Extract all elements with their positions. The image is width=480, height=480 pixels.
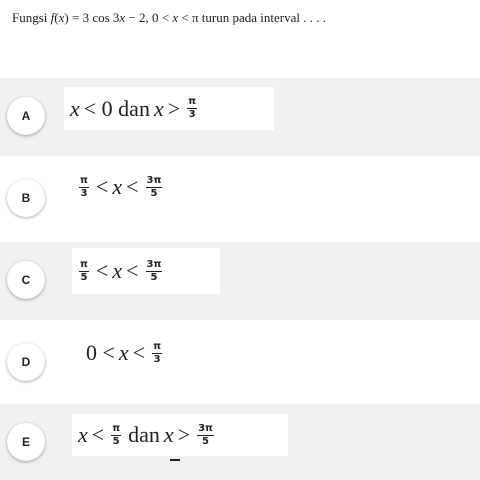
option-c-frac1-den: 5	[80, 271, 88, 283]
question-var2: x	[119, 10, 126, 25]
option-b-var1: x	[112, 174, 123, 199]
option-e-frac1-num: π	[112, 422, 121, 434]
option-a[interactable]	[0, 78, 480, 156]
option-a-text1: < 0 dan	[83, 95, 150, 121]
option-b-fraction2	[146, 175, 163, 200]
option-a-text2: >	[167, 95, 181, 121]
option-b[interactable]	[0, 160, 480, 238]
option-a-var2: x	[153, 95, 164, 121]
question-prefix: Fungsi	[12, 10, 48, 25]
option-e-var1: x	[78, 422, 88, 447]
option-e-letter[interactable]: E	[7, 423, 45, 461]
question-var: x	[58, 10, 65, 25]
option-c-frac1-num: π	[80, 258, 88, 270]
option-a-letter[interactable]: A	[7, 97, 45, 135]
option-e-text1: <	[91, 422, 105, 447]
option-d-text1: <	[132, 340, 146, 365]
option-b-text2: <	[126, 174, 139, 199]
option-c[interactable]	[0, 242, 480, 320]
option-a-frac-num: π	[188, 96, 197, 107]
option-e-frac1-den: 5	[112, 435, 120, 447]
option-d-text0: 0 <	[86, 340, 115, 365]
option-e-text2: dan	[128, 422, 160, 447]
option-c-frac2-num: 3π	[146, 258, 162, 270]
option-c-text2: <	[126, 258, 139, 283]
question-tail: < π turun pada interval . . . .	[181, 10, 326, 25]
option-d[interactable]	[0, 324, 480, 402]
option-c-frac2-den: 5	[150, 271, 158, 283]
option-a-var1: x	[70, 95, 80, 121]
question-func: f	[50, 10, 55, 25]
option-c-fraction1	[79, 259, 89, 284]
option-e-fraction1	[111, 423, 121, 448]
question-eq: = 3 cos 3	[72, 10, 120, 25]
option-c-fraction2	[146, 259, 163, 284]
option-b-fraction1	[79, 175, 89, 200]
option-d-var1: x	[118, 340, 129, 365]
option-d-answer	[80, 330, 214, 376]
option-b-frac1-num: π	[80, 174, 88, 186]
option-e-frac2-num: 3π	[198, 422, 213, 434]
question-lparen: (	[54, 10, 59, 25]
question-var3: x	[172, 10, 179, 25]
option-a-answer	[64, 87, 274, 130]
option-b-frac1-den: 3	[80, 187, 88, 199]
option-b-answer	[72, 165, 200, 209]
option-a-frac-den: 3	[188, 109, 196, 120]
option-b-text1: <	[95, 174, 109, 199]
option-d-fraction	[152, 341, 162, 366]
option-e-answer	[72, 414, 288, 456]
question-rest: − 2, 0 <	[128, 10, 170, 25]
question-rparen: )	[64, 10, 69, 25]
option-d-letter[interactable]: D	[7, 343, 45, 381]
option-c-text1: <	[95, 258, 109, 283]
option-d-frac-num: π	[153, 340, 162, 352]
option-e-fraction2	[197, 423, 214, 448]
option-e-var2: x	[163, 422, 174, 447]
option-c-var1: x	[112, 258, 123, 283]
option-e-frac2-den: 5	[202, 435, 209, 447]
question-text	[12, 10, 326, 26]
option-c-answer	[72, 248, 220, 294]
option-e[interactable]	[0, 404, 480, 480]
option-a-fraction	[187, 96, 197, 121]
option-e-text3: >	[177, 422, 191, 447]
stray-dash	[170, 459, 180, 461]
option-c-letter[interactable]: C	[7, 261, 45, 299]
option-b-frac2-den: 5	[150, 187, 158, 199]
option-d-frac-den: 3	[153, 353, 161, 365]
option-b-frac2-num: 3π	[146, 174, 162, 186]
option-b-letter[interactable]: B	[7, 179, 45, 217]
